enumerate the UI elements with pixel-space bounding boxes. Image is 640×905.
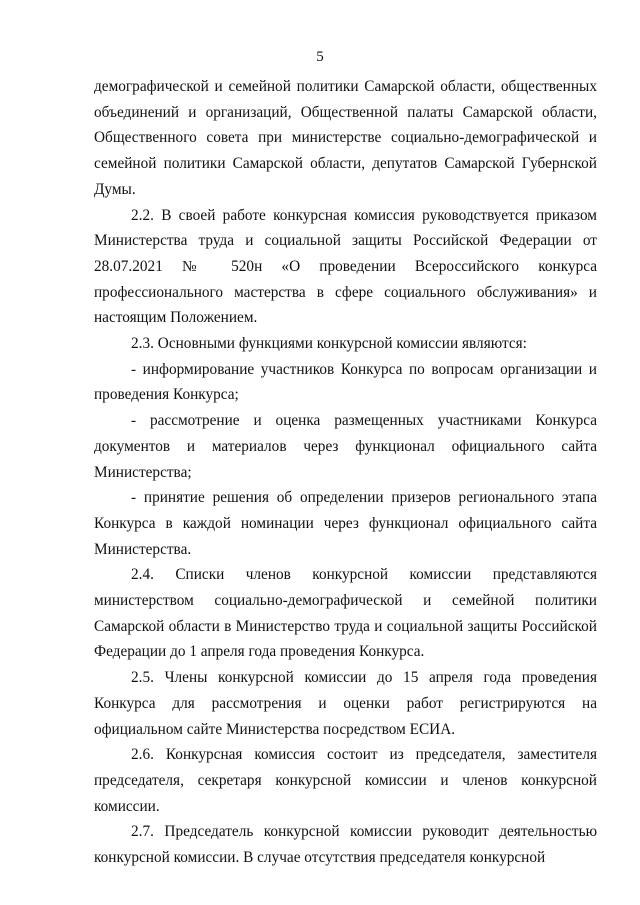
paragraph-2-4: 2.4. Списки членов конкурсной комиссии представляются министерством социально-демографической и семейной политики Самарской области в Министерство труда и социальной защиты Российской Федерации до 1 апреля года проведения Конкурса. xyxy=(94,566,597,661)
paragraph-2-7: 2.7. Председатель конкурсной комиссии руководит деятельностью конкурсной комиссии. В случае отсутствия председателя конкурсной xyxy=(94,823,597,867)
paragraph-2-3: 2.3. Основными функциями конкурсной комиссии являются: xyxy=(131,335,527,353)
paragraph-2-6: 2.6. Конкурсная комиссия состоит из председателя, заместителя председателя, секретаря конкурсной комиссии и членов конкурсной комиссии. xyxy=(94,746,597,815)
page-number: 5 xyxy=(316,49,324,65)
paragraph-continuation: демографической и семейной политики Самарской области, общественных объединений и организаций, Общественной палаты Самарской области, Общественного совета при министерстве социально-демографической и семейной политики Самарской области, депутатов Самарской Губернской Думы. xyxy=(94,78,597,198)
list-item-review: - рассмотрение и оценка размещенных участниками Конкурса документов и материалов через функционал официального сайта Министерства; xyxy=(94,412,597,481)
document-body xyxy=(94,74,597,871)
list-item-informing: - информирование участников Конкурса по вопросам организации и проведения Конкурса; xyxy=(94,360,597,404)
paragraph-2-2: 2.2. В своей работе конкурсная комиссия руководствуется приказом Министерства труда и социальной защиты Российской Федерации от 28.07.2021 № 520н «О проведении Всероссийского конкурса профессионального мастерства в сфере социального обслуживания» и настоящим Положением. xyxy=(94,206,597,327)
list-item-decision: - принятие решения об определении призеров регионального этапа Конкурса в каждой номинации через функционал официального сайта Министерства. xyxy=(94,489,597,558)
paragraph-2-5: 2.5. Члены конкурсной комиссии до 15 апреля года проведения Конкурса для рассмотрения и оценки работ регистрируются на официальном сайте Министерства посредством ЕСИА. xyxy=(94,669,597,738)
